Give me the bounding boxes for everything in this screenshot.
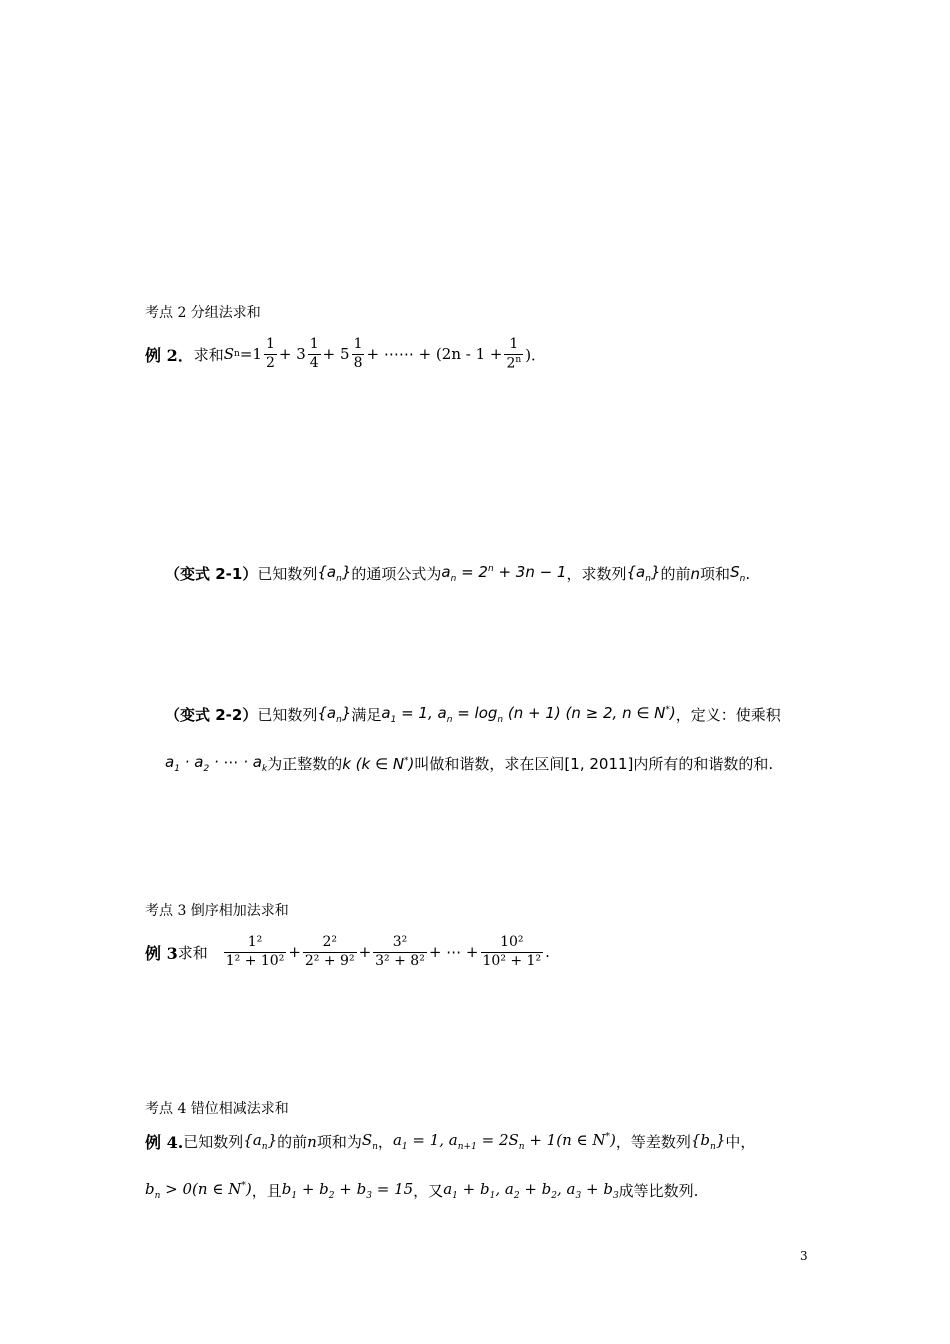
example-4-text7: ，且 xyxy=(251,1182,282,1200)
example-4-text9: 成等比数列. xyxy=(618,1182,699,1200)
example-4-label: 例 4. xyxy=(145,1133,184,1152)
fraction-3: $\frac{1}{8}$ xyxy=(353,336,363,371)
variant-2-1-text5: 项和 xyxy=(700,565,731,583)
k-condition: k (k ∈ N*) xyxy=(342,754,415,773)
fraction-3-sq: $\frac{\text{3²}}{\text{3² + 8²}}$ xyxy=(375,934,425,969)
page-number: 3 xyxy=(800,1249,808,1263)
formula-part-3: + 5 xyxy=(322,345,350,364)
variant-2-2-text2: 满足 xyxy=(351,706,382,724)
interval: [1, 2011] xyxy=(564,754,634,773)
section-3-heading: 考点 3 倒序相加法求和 xyxy=(145,903,289,919)
example-4-text2: 的前 xyxy=(277,1133,308,1151)
fraction-1-sq: $\frac{\text{1²}}{\text{1² + 10²}}$ xyxy=(225,934,285,969)
example-2 xyxy=(145,336,546,373)
product-expression: $a_1 \cdot a_2$ · ⋯ · $a_k$ xyxy=(165,753,268,774)
example-4-text6: 中， xyxy=(725,1133,756,1151)
example-4-text1: 已知数列 xyxy=(183,1133,244,1151)
example-4-text3: 项和为 xyxy=(316,1133,362,1151)
sum-symbol: S xyxy=(223,345,235,364)
geometric-terms: $a_1 + b_1$, $a_2 + b_2$, $a_3 + b_3$ xyxy=(443,1180,619,1201)
variant-2-1 xyxy=(165,563,750,584)
variant-2-2-line-1 xyxy=(165,704,781,725)
variant-2-2-tag: （变式 2-2） xyxy=(165,706,258,724)
general-term-formula: $a_n = 2^n + 3n - 1$ xyxy=(441,563,567,584)
variant-2-1-n: n xyxy=(690,564,701,583)
fraction-2: $\frac{1}{4}$ xyxy=(309,336,319,371)
variant-2-1-text4: 的前 xyxy=(660,565,691,583)
example-2-label: 例 2． xyxy=(145,345,194,365)
variant-2-2-text4: 为正整数的 xyxy=(267,755,343,773)
example-3-label: 例 3 xyxy=(145,943,178,963)
example-4-text4: ， xyxy=(377,1133,393,1151)
recurrence-condition: $a_1 = 1$, $a_n = \log_n (n + 1) (n \ge 2$, n ∈ N*) xyxy=(381,704,676,725)
fraction-1: $\frac{1}{2}$ xyxy=(265,336,275,371)
example-4-text5: ，等差数列 xyxy=(615,1133,691,1151)
variant-2-2-text3: ，定义：使乘积 xyxy=(675,706,781,724)
variant-2-1-tag: （变式 2-1） xyxy=(165,565,258,583)
variant-2-2-text6: 内所有的和谐数的和. xyxy=(633,755,774,773)
b-sum: $b_1 + b_2 + b_3 = 15$ xyxy=(281,1180,414,1201)
variant-2-1-end: . xyxy=(745,564,751,583)
example-3-text: 求和 xyxy=(177,943,208,962)
seq-a-ex4: $\{a_n\}$ xyxy=(243,1131,278,1152)
formula-mid-3: + ⋯ + xyxy=(428,943,479,961)
section-4-heading: 考点 4 错位相减法求和 xyxy=(145,1101,289,1117)
section-2-heading: 考点 2 分组法求和 xyxy=(145,305,261,321)
sum-Sn: $S_n$ xyxy=(730,563,746,584)
variant-2-2-text5: 叫做和谐数，求在区间 xyxy=(414,755,565,773)
seq-a-v22: $\{a_n\}$ xyxy=(317,704,352,725)
seq-a: $\{a_n\}$ xyxy=(317,563,352,584)
variant-2-2-text1: 已知数列 xyxy=(257,706,318,724)
seq-a-2: $\{a_n\}$ xyxy=(626,563,661,584)
example-2-text: 求和 xyxy=(193,345,224,364)
variant-2-1-text1: 已知数列 xyxy=(257,565,318,583)
b-positive: $b_n > 0(n$ ∈ N*) xyxy=(145,1180,252,1201)
variant-2-2-line-2 xyxy=(165,753,773,774)
fraction-2-sq: $\frac{\text{2²}}{\text{2² + 9²}}$ xyxy=(304,934,355,969)
fraction-10-sq: $\frac{\text{10²}}{\text{10² + 1²}}$ xyxy=(482,934,542,969)
example-4-text8: ，又 xyxy=(413,1182,444,1200)
fraction-4: $\frac{1}{2^n}$ xyxy=(506,336,522,372)
example-4-line-2 xyxy=(145,1180,698,1201)
sum-subscript: n xyxy=(234,349,240,360)
formula-mid: + ⋯⋯ + (2n - 1 + xyxy=(366,345,503,364)
example-4-line-1 xyxy=(145,1130,755,1153)
variant-2-1-text2: 的通项公式为 xyxy=(351,565,442,583)
example-4-n: n xyxy=(307,1132,317,1151)
seq-b: $\{b_n\}$ xyxy=(690,1131,726,1152)
sum-Sn-ex4: $S_n$ xyxy=(361,1131,378,1152)
example-3: 例 3 求和 $\frac{\text{1²}}{\text{1² + 10²}}$ + $\frac{\text{2²}}{\text{2² + 9²}}$ + $\frac{\text{3²}}{\text{3² + 8²}}$ + ⋯ + $\frac{\text{10²}}{\text{10² + 1²}}$ . xyxy=(145,934,550,969)
recurrence-ex4: $a_1 = 1$, $a_{n+1} = 2S_n + 1(n$ ∈ N*) xyxy=(392,1131,616,1152)
formula-end: )． xyxy=(525,345,547,364)
formula-end-3: . xyxy=(545,943,550,961)
formula-eq: =1 xyxy=(239,345,262,364)
formula-part-2: + 3 xyxy=(278,345,306,364)
variant-2-1-text3: ，求数列 xyxy=(566,565,627,583)
